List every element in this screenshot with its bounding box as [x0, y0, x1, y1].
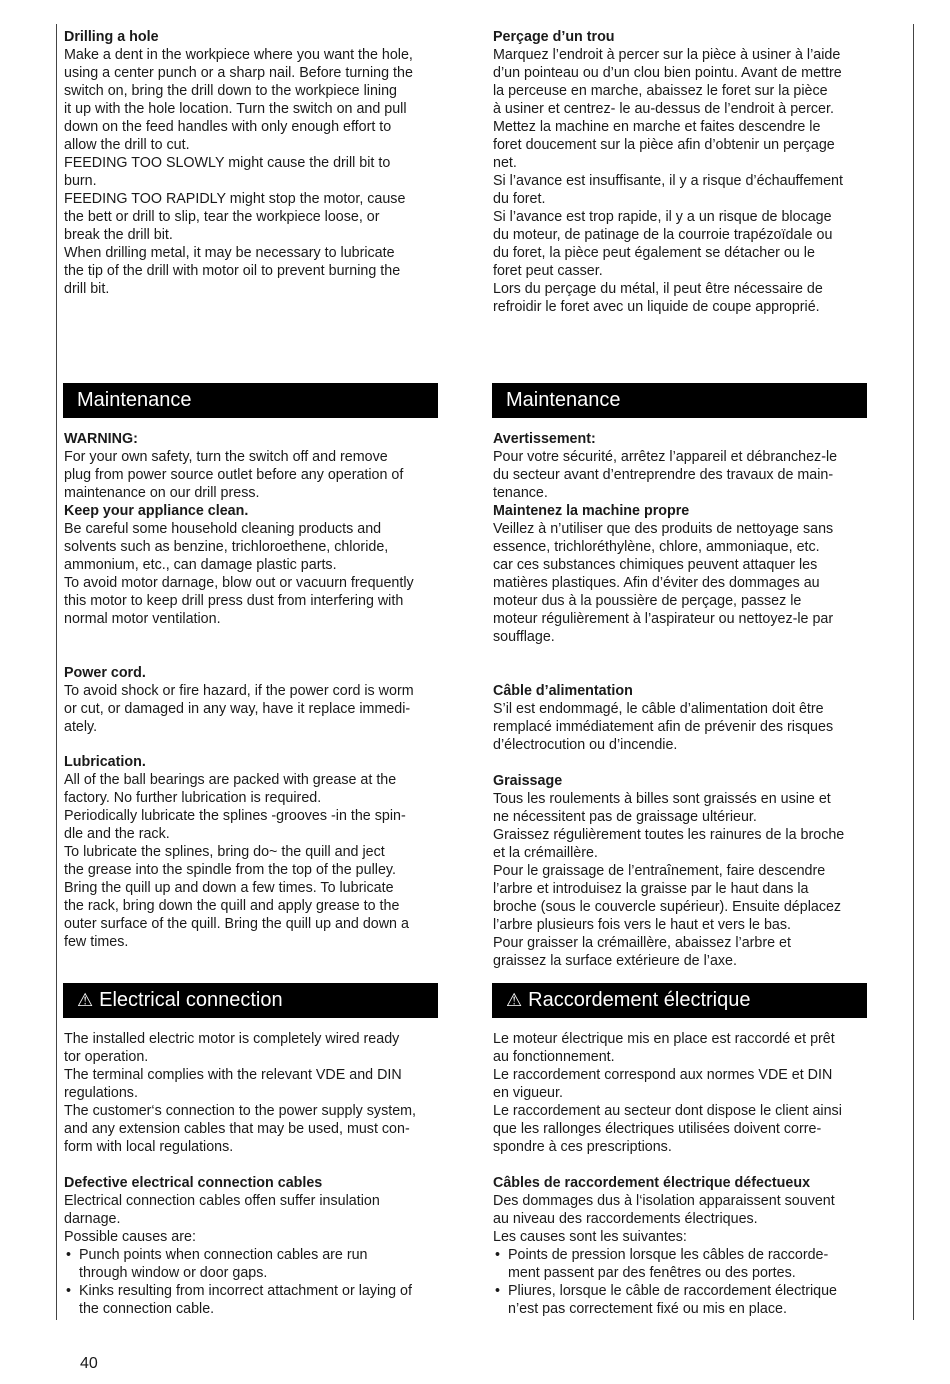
text-line: net.: [493, 155, 517, 171]
text-line: Make a dent in the workpiece where you want the hole,: [64, 47, 413, 63]
text-line: the bett or drill to slip, tear the workpiece loose, or: [64, 209, 380, 225]
list-item-line: • Punch points when connection cables are run: [79, 1247, 368, 1263]
text-line: d’un pointeau ou d’un clou bien pointu. Avant de mettre: [493, 65, 842, 81]
power-cord-heading: Power cord.: [64, 665, 146, 681]
text-line: Si l’avance est insuffisante, il y a risque d’échauffement: [493, 173, 843, 189]
warning-heading: WARNING:: [64, 431, 138, 447]
text-line: ne nécessitent pas de graissage ultérieur.: [493, 809, 757, 825]
text-line: The installed electric motor is completely wired ready: [64, 1031, 400, 1047]
warning-heading-fr: Avertissement:: [493, 431, 596, 447]
text-line: à usiner et centrez- le au-dessus de l’endroit à percer.: [493, 101, 834, 117]
text-line: l’arbre plusieurs fois vers le haut et vers le bas.: [493, 917, 791, 933]
text-line: Pour graisser la crémaillère, abaissez l’arbre et: [493, 935, 791, 951]
text-line: maintenance on our drill press.: [64, 485, 260, 501]
clean-text-fr: [493, 520, 871, 646]
list-item-line: n’est pas correctement fixé ou mis en place.: [508, 1301, 787, 1317]
text-line: To avoid motor darnage, blow out or vacuurn frequently: [64, 575, 414, 591]
maintenance-warning: [64, 430, 442, 628]
text-line: tor operation.: [64, 1049, 149, 1065]
list-item: [64, 1282, 442, 1318]
drilling-section-fr: [493, 28, 871, 316]
text-line: Marquez l’endroit à percer sur la pièce à usiner à l’aide: [493, 47, 841, 63]
clean-text: [64, 520, 442, 628]
warning-text: [64, 448, 442, 502]
text-line: plug from power source outlet before any operation of: [64, 467, 404, 483]
text-line: remplacé immédiatement afin de prévenir des risques: [493, 719, 834, 735]
electrical-intro-text-fr: [493, 1030, 871, 1156]
defective-cables-heading-fr: Câbles de raccordement électrique défectueux: [493, 1175, 811, 1191]
text-line: essence, trichloréthylène, chlore, ammoniaque, etc.: [493, 539, 820, 555]
text-line: foret doucement sur la pièce afin d’obtenir un perçage: [493, 137, 835, 153]
text-line: Le raccordement au secteur dont dispose le client ainsi: [493, 1103, 842, 1119]
section-heading-fr: Perçage d’un trou: [493, 29, 615, 45]
list-item-line: through window or door gaps.: [79, 1265, 268, 1281]
text-line: Electrical connection cables offen suffer insulation: [64, 1193, 380, 1209]
text-line: Tous les roulements à billes sont graissés en usine et: [493, 791, 831, 807]
text-line: this motor to keep drill press dust from interfering with: [64, 593, 404, 609]
defective-cables-heading: Defective electrical connection cables: [64, 1175, 323, 1191]
text-line: et la crémaillère.: [493, 845, 598, 861]
electrical-intro-text: [64, 1030, 442, 1156]
text-line: outer surface of the quill. Bring the quill up and down a: [64, 916, 409, 932]
text-line: Le moteur électrique mis en place est raccordé et prêt: [493, 1031, 835, 1047]
text-line: Veillez à n’utiliser que des produits de nettoyage sans: [493, 521, 834, 537]
electrical-title: Electrical connection: [99, 989, 283, 1011]
list-item-line: the connection cable.: [79, 1301, 215, 1317]
list-item: [493, 1282, 871, 1318]
text-line: The terminal complies with the relevant VDE and DIN: [64, 1067, 402, 1083]
text-line: burn.: [64, 173, 97, 189]
text-line: Possible causes are:: [64, 1229, 196, 1245]
text-line: l’arbre et introduisez la graisse par le haut dans la: [493, 881, 809, 897]
right-margin-rule: [913, 24, 914, 1320]
clean-heading: Keep your appliance clean.: [64, 503, 249, 519]
page-number: 40: [80, 1355, 98, 1372]
text-line: broche (sous le couvercle supérieur). Ensuite déplacez: [493, 899, 842, 915]
power-cord-section-fr: [493, 682, 871, 754]
electrical-intro-fr: [493, 1030, 871, 1156]
text-line: regulations.: [64, 1085, 138, 1101]
lubrication-heading-fr: Graissage: [493, 773, 563, 789]
text-line: matières plastiques. Afin d’éviter des dommages au: [493, 575, 820, 591]
text-line: spondre à ces prescriptions.: [493, 1139, 672, 1155]
maintenance-title: Maintenance: [77, 389, 192, 411]
lubrication-heading: Lubrication.: [64, 754, 146, 770]
text-line: For your own safety, turn the switch off and remove: [64, 449, 388, 465]
text-line: du foret, la pièce peut également se détacher ou le: [493, 245, 815, 261]
list-item-line: • Pliures, lorsque le câble de raccordement électrique: [508, 1283, 838, 1299]
text-line: Le raccordement correspond aux normes VDE et DIN: [493, 1067, 833, 1083]
text-line: en vigueur.: [493, 1085, 563, 1101]
defective-cables-section: [64, 1174, 442, 1318]
text-line: To avoid shock or fire hazard, if the power cord is worm: [64, 683, 414, 699]
text-line: refroidir le foret avec un liquide de coupe approprié.: [493, 299, 820, 315]
text-line: Pour le graissage de l’entraînement, faire descendre: [493, 863, 826, 879]
text-line: FEEDING TOO RAPIDLY might stop the motor, cause: [64, 191, 406, 207]
text-line: or cut, or damaged in any way, have it replace immedi-: [64, 701, 411, 717]
text-line: Lors du perçage du métal, il peut être nécessaire de: [493, 281, 823, 297]
text-line: Mettez la machine en marche et faites descendre le: [493, 119, 821, 135]
causes-list: [64, 1246, 442, 1318]
maintenance-warning-fr: [493, 430, 871, 646]
list-item-line: • Kinks resulting from incorrect attachment or laying of: [79, 1283, 412, 1299]
text-line: To lubricate the splines, bring do~ the quill and ject: [64, 844, 385, 860]
left-margin-rule: [56, 24, 57, 1320]
text-line: dle and the rack.: [64, 826, 170, 842]
list-item: [493, 1246, 871, 1282]
electrical-title-bar-fr: [492, 983, 867, 1018]
text-line: moteur dus à la poussière de perçage, passez le: [493, 593, 802, 609]
text-line: FEEDING TOO SLOWLY might cause the drill bit to: [64, 155, 391, 171]
text-line: moteur régulièrement à l’aspirateur ou nettoyez-le par: [493, 611, 834, 627]
text-line: Be careful some household cleaning products and: [64, 521, 382, 537]
warning-text-fr: [493, 448, 871, 502]
power-cord-text-fr: [493, 700, 871, 754]
defective-cables-text: [64, 1192, 442, 1246]
text-line: allow the drill to cut.: [64, 137, 190, 153]
drilling-text: [64, 46, 442, 298]
section-heading: Drilling a hole: [64, 29, 159, 45]
clean-heading-fr: Maintenez la machine propre: [493, 503, 690, 519]
lubrication-text: [64, 771, 442, 951]
text-line: the grease into the spindle from the top of the pulley.: [64, 862, 396, 878]
list-item: [64, 1246, 442, 1282]
text-line: factory. No further lubrication is required.: [64, 790, 322, 806]
defective-cables-section-fr: [493, 1174, 871, 1318]
electrical-intro: [64, 1030, 442, 1156]
warning-triangle-icon: ⚠: [506, 990, 523, 1010]
drilling-text-fr: [493, 46, 871, 316]
electrical-title-fr: Raccordement électrique: [528, 989, 751, 1011]
text-line: S’il est endommagé, le câble d’alimentation doit être: [493, 701, 824, 717]
text-line: and any extension cables that may be used, must con-: [64, 1121, 410, 1137]
text-line: drill bit.: [64, 281, 110, 297]
power-cord-heading-fr: Câble d’alimentation: [493, 683, 633, 699]
text-line: the tip of the drill with motor oil to prevent burning the: [64, 263, 401, 279]
text-line: foret peut casser.: [493, 263, 603, 279]
text-line: Graissez régulièrement toutes les rainures de la broche: [493, 827, 845, 843]
lubrication-text-fr: [493, 790, 871, 970]
text-line: solvents such as benzine, trichloroethene, chloride,: [64, 539, 389, 555]
text-line: few times.: [64, 934, 129, 950]
text-line: Periodically lubricate the splines -grooves -in the spin-: [64, 808, 406, 824]
text-line: Les causes sont les suivantes:: [493, 1229, 687, 1245]
lubrication-section: [64, 753, 442, 951]
maintenance-title-fr: Maintenance: [506, 389, 621, 411]
text-line: Pour votre sécurité, arrêtez l’appareil et débranchez-le: [493, 449, 838, 465]
text-line: ammonium, etc., can damage plastic parts.: [64, 557, 337, 573]
text-line: que les rallonges électriques utilisées doivent corre-: [493, 1121, 822, 1137]
causes-list-fr: [493, 1246, 871, 1318]
text-line: form with local regulations.: [64, 1139, 234, 1155]
text-line: Si l’avance est trop rapide, il y a un risque de blocage: [493, 209, 832, 225]
text-line: car ces substances chimiques peuvent attaquer les: [493, 557, 818, 573]
text-line: it up with the hole location. Turn the switch on and pull: [64, 101, 407, 117]
text-line: switch on, bring the drill down to the workpiece lining: [64, 83, 397, 99]
warning-triangle-icon: ⚠: [77, 990, 94, 1010]
text-line: All of the ball bearings are packed with grease at the: [64, 772, 397, 788]
electrical-title-bar: [63, 983, 438, 1018]
text-line: la perceuse en marche, abaissez le foret sur la pièce: [493, 83, 828, 99]
list-item-line: • Points de pression lorsque les câbles de raccorde-: [508, 1247, 829, 1263]
text-line: Bring the quill up and down a few times. To lubricate: [64, 880, 394, 896]
defective-cables-text-fr: [493, 1192, 871, 1246]
text-line: ately.: [64, 719, 98, 735]
list-item-line: ment passent par des fenêtres ou des portes.: [508, 1265, 796, 1281]
text-line: down on the feed handles with only enough effort to: [64, 119, 392, 135]
text-line: du foret.: [493, 191, 546, 207]
text-line: graissez la surface extérieure de l’axe.: [493, 953, 737, 969]
maintenance-title-bar: [63, 383, 438, 418]
text-line: soufflage.: [493, 629, 555, 645]
drilling-section: [64, 28, 442, 298]
text-line: du moteur, de patinage de la courroie trapézoïdale ou: [493, 227, 833, 243]
text-line: normal motor ventilation.: [64, 611, 221, 627]
text-line: du secteur avant d’entreprendre des travaux de main-: [493, 467, 834, 483]
text-line: break the drill bit.: [64, 227, 173, 243]
text-line: the rack, bring down the quill and apply grease to the: [64, 898, 400, 914]
power-cord-section: [64, 664, 442, 736]
text-line: Des dommages dus à l‘isolation apparaissent souvent: [493, 1193, 835, 1209]
text-line: au niveau des raccordements électriques.: [493, 1211, 758, 1227]
text-line: d’électrocution ou d’incendie.: [493, 737, 678, 753]
maintenance-title-bar-fr: [492, 383, 867, 418]
text-line: tenance.: [493, 485, 548, 501]
power-cord-text: [64, 682, 442, 736]
text-line: darnage.: [64, 1211, 121, 1227]
text-line: au fonctionnement.: [493, 1049, 615, 1065]
lubrication-section-fr: [493, 772, 871, 970]
text-line: When drilling metal, it may be necessary to lubricate: [64, 245, 395, 261]
text-line: using a center punch or a sharp nail. Before turning the: [64, 65, 413, 81]
text-line: The customer‘s connection to the power supply system,: [64, 1103, 417, 1119]
